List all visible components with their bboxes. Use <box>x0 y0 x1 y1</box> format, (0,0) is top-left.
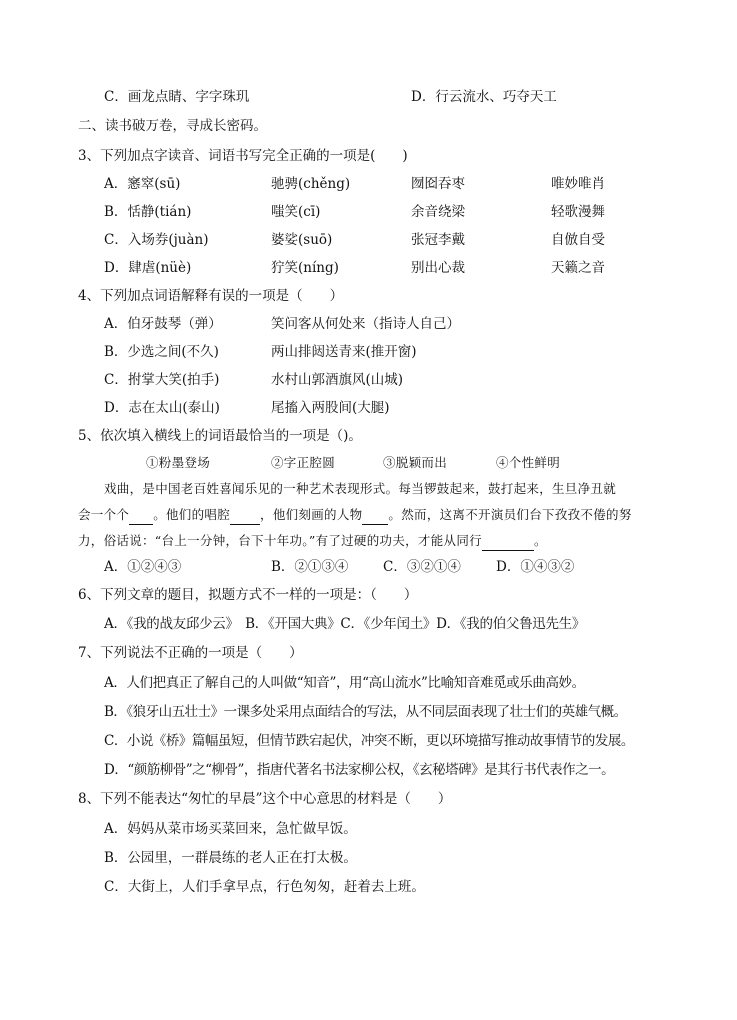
q8-option-b: B．公园里，一群晨练的老人正在打太极。 <box>104 850 357 866</box>
prev-option-c: C．画龙点睛、字字珠玑 <box>104 89 250 105</box>
q4-a-2: 笑问客从何处来（指诗人自己） <box>271 316 460 332</box>
q8-stem: 8、下列不能表达“匆忙的早晨”这个中心意思的材料是（ ） <box>78 791 452 807</box>
q3-d-3: 别出心裁 <box>411 260 465 276</box>
q5-item-1: ①粉墨登场 <box>146 455 211 470</box>
q6-options: A．《我的战友邱少云》 B．《开国大典》C．《少年闰土》D．《我的伯父鲁迅先生》 <box>104 616 586 632</box>
q7-option-d: D．“颜筋柳骨”之“柳骨”，指唐代著名书法家柳公权，《玄秘塔碑》是其行书代表作之一。 <box>104 762 615 778</box>
q3-d-1: D．肆虐(nüè) <box>104 260 192 276</box>
q4-b-2: 两山排闼送青来(推开窗) <box>271 344 417 360</box>
q4-c-1: C．拊掌大笑(拍手) <box>104 372 220 388</box>
prev-option-d: D．行云流水、巧夺天工 <box>411 89 557 105</box>
q3-stem: 3、下列加点字读音、词语书写完全正确的一项是( ) <box>78 148 408 164</box>
q5-option-c: C．③②①④ <box>383 559 461 575</box>
q4-a-1: A．伯牙鼓琴（弹） <box>104 316 222 332</box>
q7-option-a: A．人们把真正了解自己的人叫做“知音”，用“高山流水”比喻知音难觅或乐曲高妙。 <box>104 675 585 691</box>
q3-a-2: 驰骋(chěng) <box>271 176 351 192</box>
q3-b-4: 轻歌漫舞 <box>551 204 605 220</box>
q4-stem: 4、下列加点词语解释有误的一项是（ ） <box>78 288 344 304</box>
q5-passage-line-1: 戏曲，是中国老百姓喜闻乐见的一种艺术表现形式。每当锣鼓起来，鼓打起来，生旦净丑就 <box>104 481 617 496</box>
q7-stem: 7、下列说法不正确的一项是（ ） <box>78 645 303 661</box>
q3-d-2: 狞笑(níng) <box>271 260 339 276</box>
q4-d-1: D．志在太山(泰山) <box>104 400 220 416</box>
q4-d-2: 尾搐入两股间(大腿) <box>271 400 390 416</box>
q3-c-4: 自倣自受 <box>551 232 605 248</box>
q7-option-b: B．《狼牙山五壮士》一课多处采用点面结合的写法，从不同层面表现了壮士们的英雄气概。 <box>104 704 627 720</box>
q8-option-c: C．大街上，人们手拿早点，行色匆匆，赶着去上班。 <box>104 879 425 895</box>
q3-a-3: 囫囵吞枣 <box>411 176 465 192</box>
q3-c-2: 婆娑(suō) <box>271 232 333 248</box>
q5-stem: 5、依次填入横线上的词语最恰当的一项是（)。 <box>78 428 362 444</box>
q7-option-c: C．小说《桥》篇幅虽短，但情节跌宕起伏，冲突不断，更以环境描写推动故事情节的发展。 <box>104 733 634 749</box>
q4-b-1: B．少选之间(不久) <box>104 344 219 360</box>
q4-c-2: 水村山郭酒旗风(山城) <box>271 372 404 388</box>
q6-stem: 6、下列文章的题目，拟题方式不一样的一项是：（ ） <box>78 587 418 603</box>
q5-option-d: D．①④③② <box>496 559 575 575</box>
q3-a-1: A．窸窣(sū) <box>104 176 181 192</box>
q5-item-4: ④个性鲜明 <box>496 455 561 470</box>
q3-b-3: 余音绕梁 <box>411 204 465 220</box>
q3-b-1: B．恬静(tián) <box>104 204 192 220</box>
q5-option-a: A．①②④③ <box>104 559 182 575</box>
q3-c-3: 张冠李戴 <box>411 232 465 248</box>
q3-d-4: 天籁之音 <box>551 260 605 276</box>
q3-a-4: 唯妙唯肖 <box>551 176 605 192</box>
q3-b-2: 嗤笑(cī) <box>271 204 321 220</box>
section-two-title: 二、读书破万卷，寻成长密码。 <box>78 118 267 134</box>
q5-passage-line-3: 力，俗话说：“台上一分钟，台下十年功。”有了过硬的功夫，才能从同行 。 <box>78 532 547 551</box>
q3-c-1: C．入场券(juàn) <box>104 232 209 248</box>
q5-item-3: ③脱颖而出 <box>383 455 448 470</box>
q5-option-b: B．②①③④ <box>271 559 349 575</box>
q5-passage-line-2: 会一个个 。他们的唱腔 ，他们刻画的人物 。然而，这离不开演员们台下孜孜不倦的努 <box>78 506 632 525</box>
q8-option-a: A．妈妈从菜市场买菜回来，急忙做早饭。 <box>104 821 357 837</box>
q5-item-2: ②字正腔圆 <box>271 455 336 470</box>
